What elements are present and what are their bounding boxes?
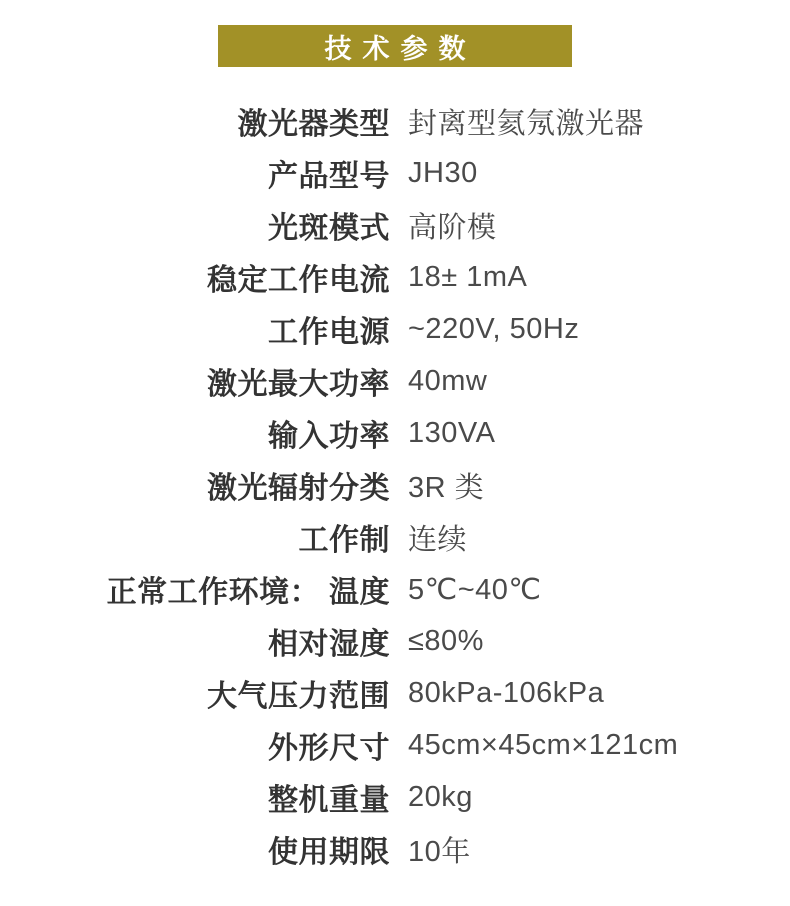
spec-value: 封离型氦氖激光器 [408, 107, 645, 140]
spec-label: 整机重量 [268, 784, 390, 817]
spec-value: JH30 [408, 156, 478, 189]
spec-value: 高阶模 [408, 211, 497, 244]
spec-label: 相对湿度 [268, 628, 390, 661]
spec-label: 输入功率 [268, 420, 390, 453]
spec-label: 稳定工作电流 [207, 264, 390, 297]
spec-label: 正常工作环境： 温度 [106, 576, 390, 609]
spec-value: ~220V, 50Hz [408, 312, 580, 345]
section-title-banner [218, 25, 572, 67]
spec-row [0, 667, 790, 719]
spec-label: 光斑模式 [268, 212, 390, 245]
spec-label: 激光辐射分类 [207, 472, 390, 505]
spec-value: 3R 类 [408, 471, 485, 504]
spec-row [0, 459, 790, 511]
spec-label: 激光最大功率 [207, 368, 390, 401]
spec-label: 激光器类型 [237, 108, 390, 141]
spec-label: 使用期限 [268, 836, 390, 869]
spec-row [0, 511, 790, 563]
spec-label: 产品型号 [268, 160, 390, 193]
spec-row [0, 147, 790, 199]
spec-row [0, 199, 790, 251]
spec-label: 工作电源 [268, 316, 390, 349]
spec-value: 40mw [408, 364, 488, 397]
spec-value: 80kPa-106kPa [408, 676, 605, 709]
spec-row [0, 615, 790, 667]
section-title: 技术参数 [324, 33, 477, 64]
spec-row [0, 251, 790, 303]
spec-row [0, 771, 790, 823]
spec-row [0, 719, 790, 771]
spec-table [0, 95, 790, 875]
spec-value: 18± 1mA [408, 260, 528, 293]
spec-row [0, 407, 790, 459]
spec-label: 外形尺寸 [268, 732, 390, 765]
spec-label: 工作制 [298, 524, 390, 557]
spec-row [0, 95, 790, 147]
spec-value: 20kg [408, 780, 473, 813]
spec-value: 10年 [408, 835, 471, 868]
spec-value: ≤80% [408, 624, 484, 657]
spec-row [0, 823, 790, 875]
spec-row [0, 303, 790, 355]
spec-label: 大气压力范围 [207, 680, 390, 713]
spec-value: 5℃~40℃ [408, 573, 542, 606]
spec-row [0, 355, 790, 407]
spec-value: 连续 [408, 523, 468, 556]
spec-value: 45cm×45cm×121cm [408, 728, 679, 761]
spec-row [0, 563, 790, 615]
spec-value: 130VA [408, 416, 496, 449]
